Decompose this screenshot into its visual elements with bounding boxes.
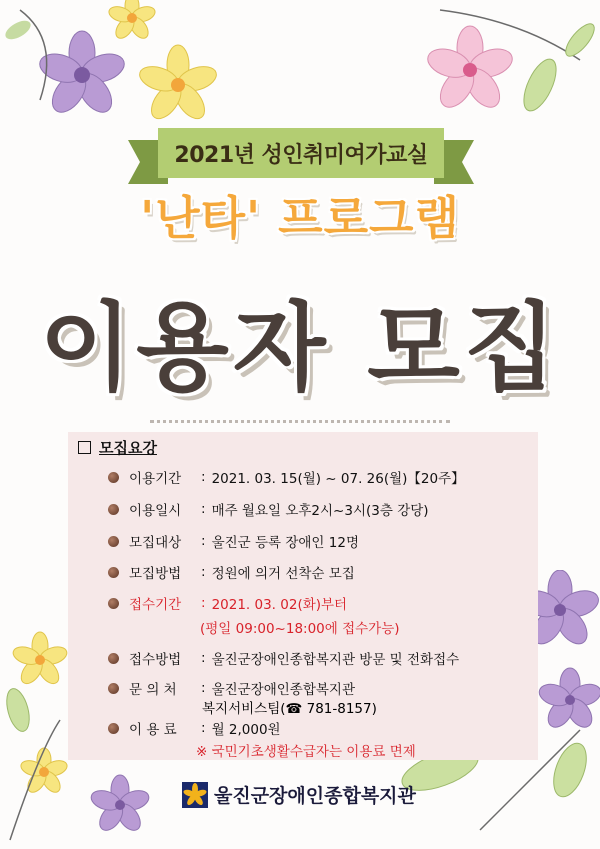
event-subtitle-ribbon bbox=[158, 128, 444, 178]
row-value: 울진군장애인종합복지관 방문 및 전화접수 bbox=[211, 652, 460, 668]
info-row-target: 모집대상 : 울진군 등록 장애인 12명 bbox=[108, 531, 359, 551]
section-title-text: 모집요강 bbox=[99, 439, 157, 457]
fee-exemption-note: ※ 국민기초생활수급자는 이용료 면제 bbox=[196, 744, 416, 760]
row-label: 모집방법 bbox=[129, 566, 182, 582]
row-value: 월 2,000원 bbox=[211, 722, 281, 738]
bullet-icon bbox=[108, 504, 119, 515]
checkbox-square-icon bbox=[78, 441, 91, 454]
row-label: 모집대상 bbox=[129, 535, 182, 551]
bullet-icon bbox=[108, 653, 119, 664]
row-value: 2021. 03. 15(월) ~ 07. 26(월)【20주】 bbox=[211, 471, 465, 487]
row-label: 접수방법 bbox=[129, 652, 182, 668]
info-row-schedule: 이용일시 : 매주 월요일 오후2시~3시(3층 강당) bbox=[108, 499, 429, 519]
row-label: 이 용 료 bbox=[129, 722, 177, 738]
bullet-icon bbox=[108, 567, 119, 578]
organization-footer bbox=[182, 781, 416, 808]
bullet-icon bbox=[108, 472, 119, 483]
bullet-icon bbox=[108, 598, 119, 609]
flower-decoration-top-left bbox=[0, 0, 260, 130]
info-row-reception-method: 접수방법 : 울진군장애인종합복지관 방문 및 전화접수 bbox=[108, 648, 459, 668]
organization-logo-icon bbox=[182, 782, 208, 808]
row-value: 울진군 등록 장애인 12명 bbox=[211, 535, 359, 551]
dotted-divider bbox=[150, 420, 450, 423]
headline: 이용자 모집 bbox=[39, 292, 561, 404]
program-title: '난타' 프로그램 bbox=[140, 191, 460, 245]
info-row-period: 이용기간 : 2021. 03. 15(월) ~ 07. 26(월)【20주】 bbox=[108, 467, 465, 487]
row-label: 이용기간 bbox=[129, 471, 182, 487]
bullet-icon bbox=[108, 683, 119, 694]
row-value: 2021. 03. 02(화)부터 bbox=[211, 597, 348, 613]
row-label: 문 의 처 bbox=[129, 682, 177, 698]
bullet-icon bbox=[108, 723, 119, 734]
info-row-fee: 이 용 료 : 월 2,000원 bbox=[108, 718, 281, 738]
row-value: 정원에 의거 선착순 모집 bbox=[211, 566, 355, 582]
info-row-contact: 문 의 처 : 울진군장애인종합복지관 bbox=[108, 678, 355, 698]
row-label: 접수기간 bbox=[129, 597, 182, 613]
reception-hours-note: (평일 09:00~18:00에 접수가능) bbox=[200, 621, 400, 637]
organization-name: 울진군장애인종합복지관 bbox=[214, 785, 416, 807]
section-title bbox=[78, 437, 157, 458]
event-subtitle: 2021년 성인취미여가교실 bbox=[174, 142, 428, 168]
row-label: 이용일시 bbox=[129, 503, 182, 519]
row-value: 울진군장애인종합복지관 bbox=[211, 682, 356, 698]
contact-team-phone: 복지서비스팀(☎ 781-8157) bbox=[202, 701, 377, 717]
info-row-method: 모집방법 : 정원에 의거 선착순 모집 bbox=[108, 562, 355, 582]
bullet-icon bbox=[108, 536, 119, 547]
row-value: 매주 월요일 오후2시~3시(3층 강당) bbox=[211, 503, 429, 519]
info-row-reception-period: 접수기간 : 2021. 03. 02(화)부터 bbox=[108, 593, 347, 613]
